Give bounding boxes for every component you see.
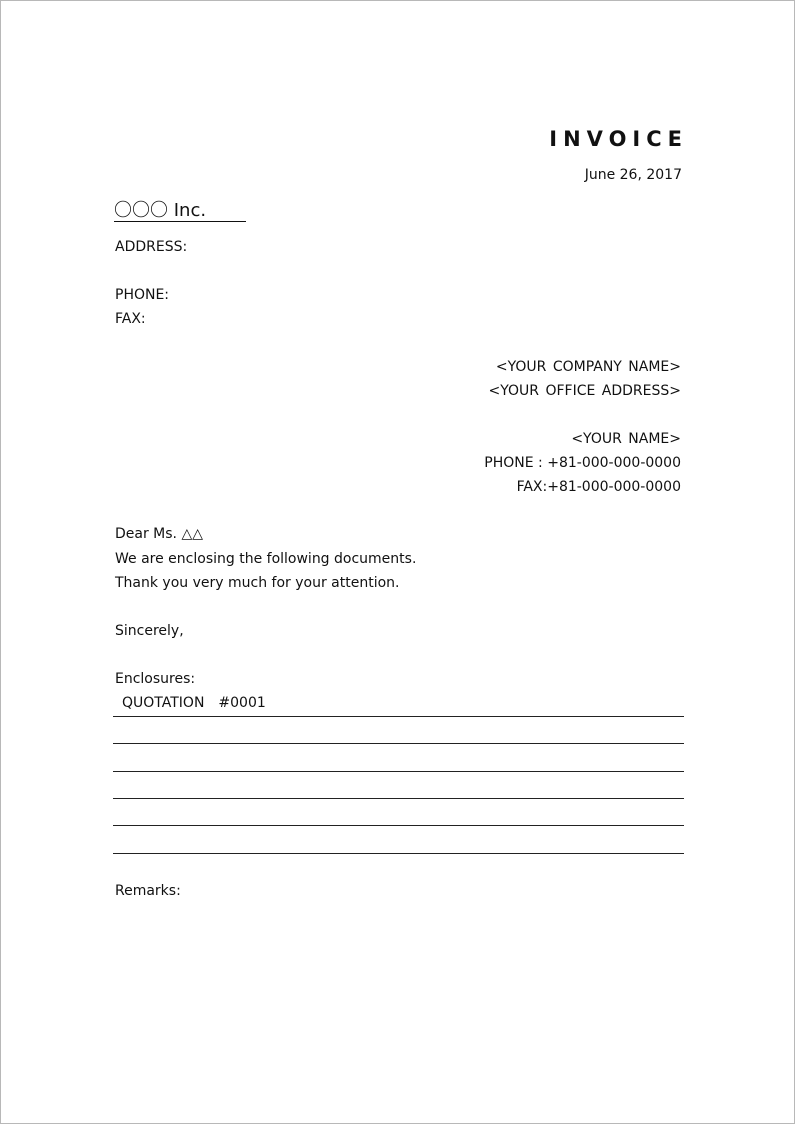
document-title: INVOICE	[549, 127, 688, 151]
sender-phone: PHONE : +81-000-000-0000	[484, 455, 681, 471]
sender-fax: FAX:+81-000-000-0000	[516, 479, 681, 495]
enclosure-line	[113, 743, 684, 744]
document-date: June 26, 2017	[584, 167, 682, 183]
letter-greeting: Dear Ms. △△	[115, 526, 203, 542]
sender-name: <YOUR NAME>	[571, 431, 681, 447]
letter-line-1: We are enclosing the following documents.	[115, 551, 417, 567]
enclosures-label: Enclosures:	[115, 671, 196, 687]
enclosure-line	[113, 771, 684, 772]
remarks-label: Remarks:	[115, 883, 181, 899]
enclosure-item-number: #0001	[218, 695, 266, 711]
sender-office-address: <YOUR OFFICE ADDRESS>	[488, 383, 681, 399]
sender-company-name: <YOUR COMPANY NAME>	[495, 359, 681, 375]
letter-closing: Sincerely,	[115, 623, 184, 639]
recipient-fax-label: FAX:	[115, 311, 146, 327]
enclosure-line	[113, 716, 684, 717]
letter-line-2: Thank you very much for your attention.	[115, 575, 400, 591]
enclosure-item-name: QUOTATION	[122, 695, 205, 711]
enclosure-line	[113, 825, 684, 826]
recipient-address-label: ADDRESS:	[115, 239, 188, 255]
recipient-company: 〇〇〇 Inc.	[114, 200, 246, 222]
enclosure-item	[122, 695, 266, 711]
enclosure-line	[113, 798, 684, 799]
recipient-phone-label: PHONE:	[115, 287, 170, 303]
enclosure-line	[113, 853, 684, 854]
